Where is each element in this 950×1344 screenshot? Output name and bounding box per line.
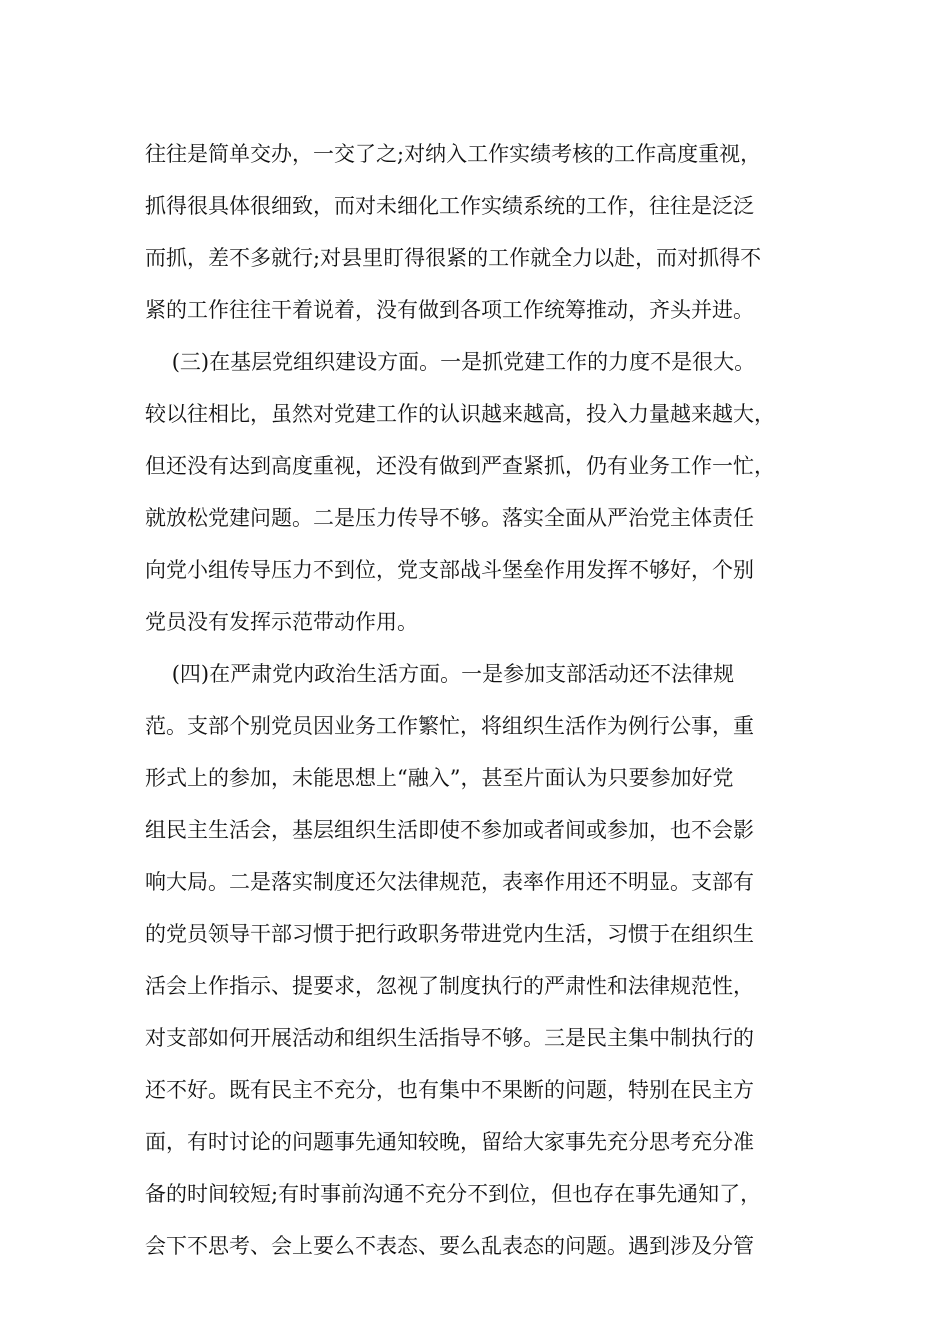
text-line: 备的时间较短;有时事前沟通不充分不到位，但也存在事先通知了， [145, 1182, 762, 1206]
text-line: 但还没有达到高度重视，还没有做到严查紧抓，仍有业务工作一忙， [145, 454, 775, 478]
text-line: 组民主生活会，基层组织生活即使不参加或者间或参加，也不会影 [145, 818, 754, 842]
text-line: 还不好。既有民主不充分，也有集中不果断的问题，特别在民主方 [145, 1078, 754, 1102]
text-line: 抓得很具体很细致，而对未细化工作实绩系统的工作，往往是泛泛 [145, 194, 754, 218]
text-line: 形式上的参加，未能思想上“融入”，甚至片面认为只要参加好党 [145, 766, 734, 790]
text-line: 向党小组传导压力不到位，党支部战斗堡垒作用发挥不够好，个别 [145, 558, 754, 582]
text-line: 党员没有发挥示范带动作用。 [145, 610, 418, 634]
text-line: 面，有时讨论的问题事先通知较晚，留给大家事先充分思考充分准 [145, 1130, 754, 1154]
text-line: 的党员领导干部习惯于把行政职务带进党内生活，习惯于在组织生 [145, 922, 754, 946]
text-line: 范。支部个别党员因业务工作繁忙，将组织生活作为例行公事，重 [145, 714, 754, 738]
text-line: 响大局。二是落实制度还欠法律规范，表率作用还不明显。支部有 [145, 870, 754, 894]
text-line: 较以往相比，虽然对党建工作的认识越来越高，投入力量越来越大， [145, 402, 775, 426]
document-body [145, 128, 815, 1272]
section-heading-line: (四)在严肃党内政治生活方面。一是参加支部活动还不法律规 [145, 662, 735, 686]
text-line: 紧的工作往往干着说着，没有做到各项工作统筹推动，齐头并进。 [145, 298, 754, 322]
text-line: 往往是简单交办，一交了之;对纳入工作实绩考核的工作高度重视， [145, 142, 762, 166]
text-line: 对支部如何开展活动和组织生活指导不够。三是民主集中制执行的 [145, 1026, 754, 1050]
text-line: 会下不思考、会上要么不表态、要么乱表态的问题。遇到涉及分管 [145, 1234, 754, 1258]
text-line: 就放松党建问题。二是压力传导不够。落实全面从严治党主体责任 [145, 506, 754, 530]
text-line: 活会上作指示、提要求，忽视了制度执行的严肃性和法律规范性， [145, 974, 754, 998]
text-line: 而抓，差不多就行;对县里盯得很紧的工作就全力以赴，而对抓得不 [145, 246, 762, 270]
section-heading-line: (三)在基层党组织建设方面。一是抓党建工作的力度不是很大。 [145, 350, 756, 374]
